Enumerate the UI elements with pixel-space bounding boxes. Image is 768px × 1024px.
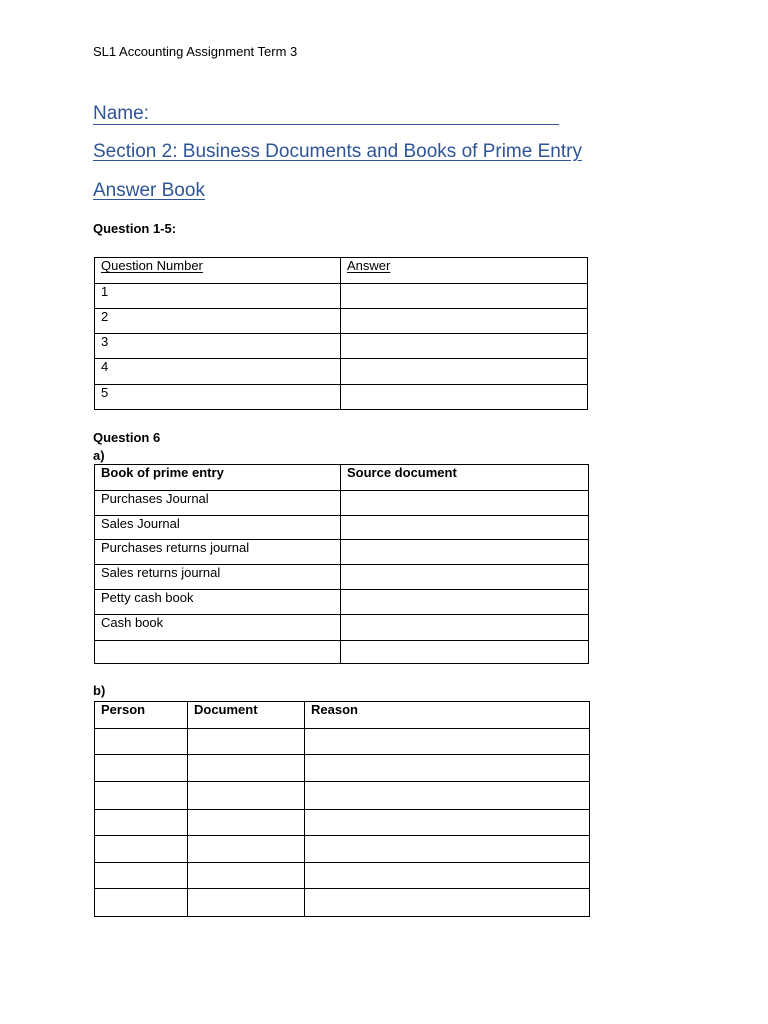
question-6-label: Question 6 (93, 430, 161, 445)
answer-book-title: Answer Book (93, 180, 205, 201)
book-cell: Purchases Journal (95, 491, 341, 516)
document-header: SL1 Accounting Assignment Term 3 (93, 44, 298, 59)
answer-header: Answer (341, 258, 588, 284)
table-row (95, 889, 590, 917)
document-cell[interactable] (188, 836, 305, 863)
reason-cell[interactable] (305, 863, 590, 889)
person-cell[interactable] (95, 836, 188, 863)
table-row (95, 641, 589, 664)
source-document-cell[interactable] (341, 590, 589, 615)
table-row (95, 782, 590, 810)
document-cell[interactable] (188, 863, 305, 889)
table-header-row (95, 258, 588, 284)
document-header: Document (188, 702, 305, 729)
source-document-cell[interactable] (341, 641, 589, 664)
reason-cell[interactable] (305, 755, 590, 782)
reason-cell[interactable] (305, 889, 590, 917)
reason-header: Reason (305, 702, 590, 729)
book-cell: Sales returns journal (95, 565, 341, 590)
question-number-cell: 2 (95, 309, 341, 334)
reason-cell[interactable] (305, 782, 590, 810)
book-cell: Petty cash book (95, 590, 341, 615)
person-cell[interactable] (95, 889, 188, 917)
answer-cell[interactable] (341, 334, 588, 359)
table-row (95, 385, 588, 410)
source-document-cell[interactable] (341, 565, 589, 590)
person-header: Person (95, 702, 188, 729)
book-cell: Purchases returns journal (95, 540, 341, 565)
answer-cell[interactable] (341, 385, 588, 410)
source-document-cell[interactable] (341, 540, 589, 565)
table-row (95, 863, 590, 889)
person-cell[interactable] (95, 782, 188, 810)
question-6b-label: b) (93, 683, 106, 698)
table-row (95, 565, 589, 590)
name-underline (93, 124, 559, 125)
table-row (95, 590, 589, 615)
question-1-5-table (94, 257, 588, 410)
reason-cell[interactable] (305, 810, 590, 836)
source-document-cell[interactable] (341, 615, 589, 641)
question-number-cell: 1 (95, 284, 341, 309)
name-field[interactable] (93, 103, 559, 125)
table-row (95, 836, 590, 863)
person-cell[interactable] (95, 810, 188, 836)
table-row (95, 309, 588, 334)
source-document-cell[interactable] (341, 516, 589, 540)
reason-cell[interactable] (305, 729, 590, 755)
table-row (95, 540, 589, 565)
reason-cell[interactable] (305, 836, 590, 863)
table-row (95, 334, 588, 359)
question-6a-label: a) (93, 448, 105, 463)
book-cell: Cash book (95, 615, 341, 641)
question-number-cell: 5 (95, 385, 341, 410)
document-cell[interactable] (188, 810, 305, 836)
question-number-cell: 3 (95, 334, 341, 359)
answer-cell[interactable] (341, 359, 588, 385)
person-cell[interactable] (95, 755, 188, 782)
document-cell[interactable] (188, 755, 305, 782)
table-row (95, 516, 589, 540)
document-cell[interactable] (188, 889, 305, 917)
section-title: Section 2: Business Documents and Books of Prime Entry (93, 141, 582, 162)
person-cell[interactable] (95, 863, 188, 889)
question-6b-table (94, 701, 590, 917)
source-document-header: Source document (341, 465, 589, 491)
document-cell[interactable] (188, 729, 305, 755)
answer-cell[interactable] (341, 284, 588, 309)
table-row (95, 359, 588, 385)
table-row (95, 755, 590, 782)
book-cell: Sales Journal (95, 516, 341, 540)
table-row (95, 491, 589, 516)
source-document-cell[interactable] (341, 491, 589, 516)
table-row (95, 615, 589, 641)
table-row (95, 810, 590, 836)
question-number-cell: 4 (95, 359, 341, 385)
question-6a-table (94, 464, 589, 664)
question-number-header: Question Number (95, 258, 341, 284)
name-label: Name: (93, 103, 149, 124)
answer-cell[interactable] (341, 309, 588, 334)
document-cell[interactable] (188, 782, 305, 810)
table-row (95, 729, 590, 755)
table-header-row (95, 702, 590, 729)
book-cell[interactable] (95, 641, 341, 664)
person-cell[interactable] (95, 729, 188, 755)
book-of-prime-entry-header: Book of prime entry (95, 465, 341, 491)
table-header-row (95, 465, 589, 491)
table-row (95, 284, 588, 309)
question-1-5-label: Question 1-5: (93, 221, 177, 236)
